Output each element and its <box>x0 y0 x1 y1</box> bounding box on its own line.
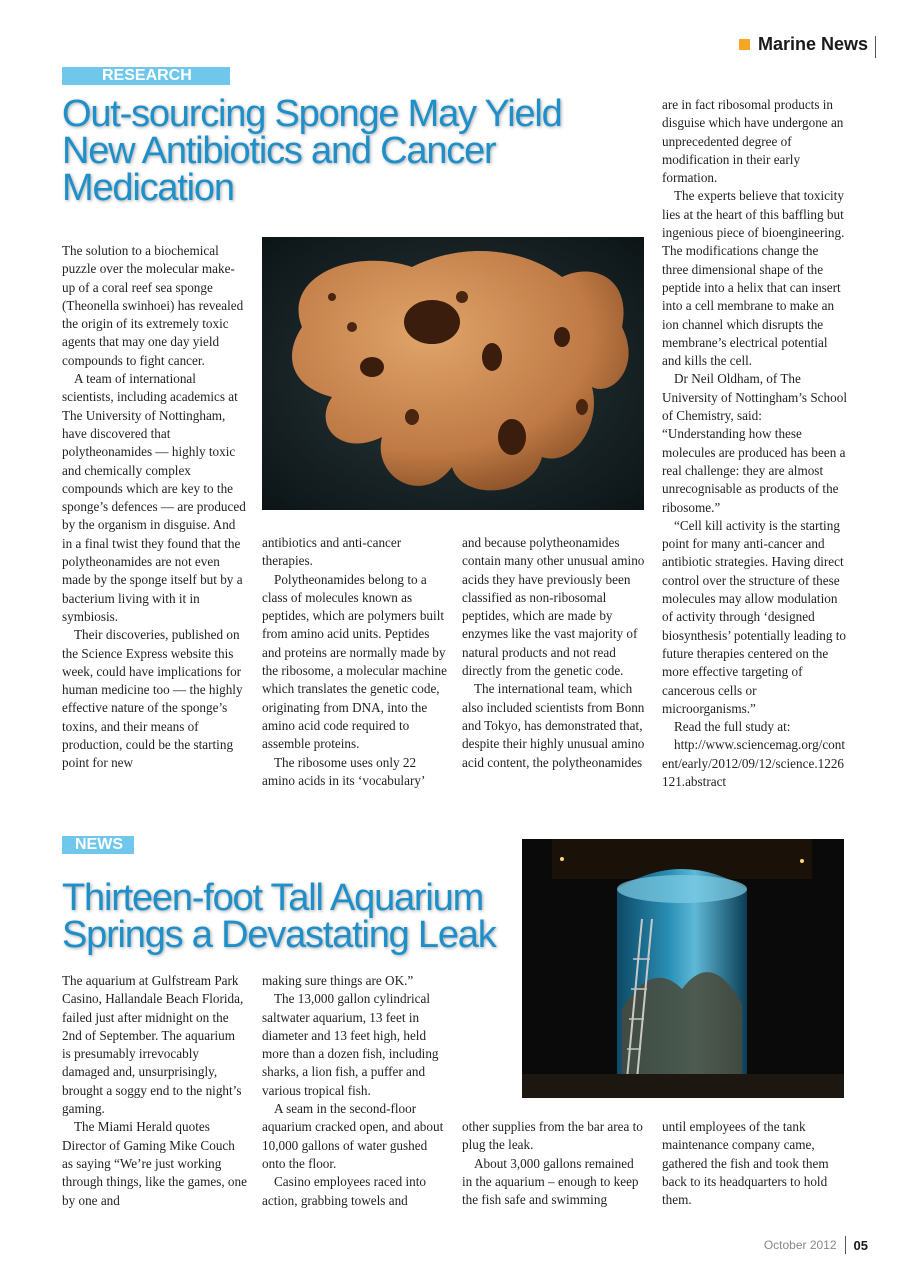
aquarium-photo <box>522 839 844 1098</box>
paragraph: making sure things are OK.” <box>262 973 414 988</box>
article1-column-3 <box>462 534 647 772</box>
article2-column-1 <box>62 972 247 1210</box>
article2-column-4 <box>662 1118 847 1209</box>
paragraph: until employees of the tank maintenance company came, gathered the fish and took them back to its headquarters to hold them. <box>662 1119 829 1208</box>
page-footer <box>764 1236 868 1254</box>
article1-tag-label: RESEARCH <box>102 67 192 84</box>
aquarium-image <box>522 839 844 1098</box>
paragraph: The aquarium at Gulfstream Park Casino, Hallandale Beach Florida, failed just after midnight on the 2nd of September. The aquarium is presumably irrevocably damaged and, unsurprisingly, brought a soggy end to the night’s gaming. <box>62 973 244 1117</box>
paragraph: The ribosome uses only 22 amino acids in its ‘vocabulary’ <box>262 754 426 788</box>
article2-column-3 <box>462 1118 647 1209</box>
section-title: Marine News <box>757 34 868 54</box>
issue-date: October 2012 <box>763 1238 837 1252</box>
article1-column-2 <box>262 534 447 790</box>
paragraph: “Cell kill activity is the starting point for many anti-cancer and antibiotic strategies. Having direct control over the structure of these molecules may allow modulation of activity through ‘designed biosynthesis’ potentially leading to future therapies centered on the more effective targeting of cancerous cells or microorganisms.” <box>662 517 846 716</box>
footer-divider <box>845 1236 846 1254</box>
paragraph: Their discoveries, published on the Science Express website this week, could have implications for human medicine too — the highly effective nature of the sponge’s toxins, and their means of production, could be the starting point for new <box>62 627 243 771</box>
sponge-photo <box>262 237 644 510</box>
article2-tag-label: NEWS <box>75 836 123 853</box>
sponge-image <box>262 237 644 510</box>
paragraph: antibiotics and anti-cancer therapies. <box>262 535 402 569</box>
section-marker-icon <box>739 39 750 50</box>
paragraph: The 13,000 gallon cylindrical saltwater aquarium, 13 feet in diameter and 13 feet high, held more than a dozen fish, including sharks, a lion fish, a puffer and various tropical fish. <box>262 991 439 1098</box>
article2-headline: Thirteen-foot Tall Aquarium Springs a Devastating Leak <box>62 877 496 956</box>
study-link[interactable]: http://www.sciencemag.org/content/early/2012/09/12/science.1226121.abstract <box>662 737 846 789</box>
paragraph: About 3,000 gallons remained in the aquarium – enough to keep the fish safe and swimming <box>462 1155 639 1208</box>
article1-column-1 <box>62 242 247 773</box>
paragraph: The experts believe that toxicity lies at the heart of this baffling but ingenious piece of bioengineering. The modifications change the three dimensional shape of the peptide into a helix that can insert into a cell membrane to make an ion channel which disrupts the membrane’s electrical potential and kills the cell. <box>662 188 845 369</box>
paragraph: other supplies from the bar area to plug the leak. <box>462 1119 643 1153</box>
article1-headline: Out-sourcing Sponge May Yield New Antibiotics and Cancer Medication <box>62 93 562 209</box>
paragraph: The Miami Herald quotes Director of Gaming Mike Couch as saying “We’re just working through things, like the games, one by one and <box>62 1119 247 1208</box>
article2-tag <box>62 836 134 854</box>
article1-column-4 <box>662 96 847 791</box>
paragraph: The solution to a biochemical puzzle over the molecular make-up of a coral reef sea sponge (Theonella swinhoei) has revealed the origin of its extremely toxic agents that may one day yield compounds to fight cancer. <box>62 243 244 368</box>
header-divider <box>875 36 876 58</box>
paragraph: Casino employees raced into action, grabbing towels and <box>262 1174 426 1208</box>
paragraph: and because polytheonamides contain many other unusual amino acids they have previously been classified as non-ribosomal peptides, which are made by enzymes like the vast majority of natural products and not read directly from the genetic code. <box>462 535 645 679</box>
page-number: 05 <box>853 1237 868 1253</box>
section-header <box>739 34 868 55</box>
paragraph: A team of international scientists, including academics at The University of Nottingham, have discovered that polytheonamides — highly toxic and chemically complex compounds which are key to the sponge’s defences — are produced by the organism in disguise. And in a final twist they found that the polytheonamides are not even made by the sponge itself but by a bacterium living with it in symbiosis. <box>62 371 246 624</box>
article2-column-2 <box>262 972 447 1210</box>
paragraph: Polytheonamides belong to a class of molecules known as peptides, which are polymers built from amino acid units. Peptides and proteins are normally made by the ribosome, a molecular machine which translates the genetic code, originating from DNA, into the amino acid code required to assemble proteins. <box>262 571 447 752</box>
paragraph: The international team, which also included scientists from Bonn and Tokyo, has demonstrated that, despite their highly unusual amino acid content, the polytheonamides <box>462 681 645 770</box>
paragraph: Read the full study at: <box>674 719 791 735</box>
paragraph: are in fact ribosomal products in disguise which have undergone an unprecedented degree of modification in their early formation. <box>662 97 844 186</box>
paragraph: Dr Neil Oldham, of The University of Nottingham’s School of Chemistry, said: “Understanding how these molecules are produced has been a real challenge: they are almost unrecognisable as products of the ribosome.” <box>662 371 847 515</box>
article1-tag <box>62 67 230 85</box>
paragraph: A seam in the second-floor aquarium cracked open, and about 10,000 gallons of water gushed onto the floor. <box>262 1101 444 1171</box>
